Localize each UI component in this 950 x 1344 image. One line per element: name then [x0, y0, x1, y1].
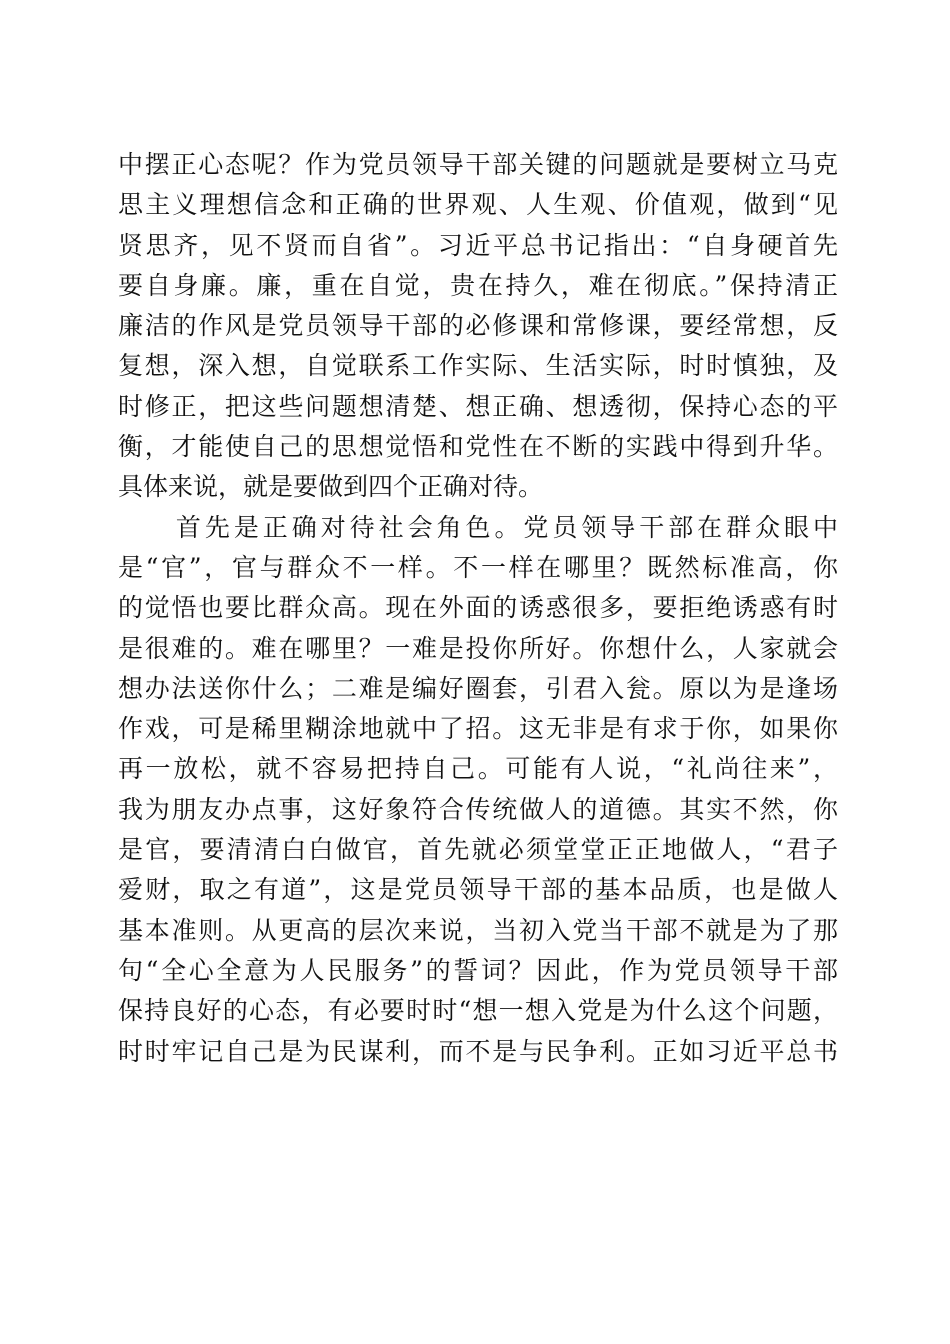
- text-line: 是“官”，官与群众不一样。不一样在哪里？既然标准高，你: [118, 552, 838, 582]
- text-line: 要自身廉。廉，重在自觉，贵在持久，难在彻底。”保持清正: [118, 270, 838, 300]
- text-line: 时修正，把这些问题想清楚、想正确、想透彻，保持心态的平: [118, 391, 838, 421]
- text-line: 时时牢记自己是为民谋利，而不是与民争利。正如习近平总书: [118, 1036, 838, 1066]
- paragraph-2: [118, 508, 838, 1072]
- text-line: 想办法送你什么；二难是编好圈套，引君入瓮。原以为是逢场: [118, 673, 838, 703]
- text-line: 爱财，取之有道”，这是党员领导干部的基本品质，也是做人: [118, 875, 838, 905]
- text-line: 句“全心全意为人民服务”的誓词？因此，作为党员领导干部: [118, 955, 838, 985]
- text-line: 我为朋友办点事，这好象符合传统做人的道德。其实不然，你: [118, 794, 838, 824]
- text-line: 中摆正心态呢？作为党员领导干部关键的问题就是要树立马克: [118, 150, 838, 179]
- text-line: 作戏，可是稀里糊涂地就中了招。这无非是有求于你，如果你: [118, 714, 838, 744]
- text-line: 思主义理想信念和正确的世界观、人生观、价值观，做到“见: [118, 190, 838, 220]
- text-line: 基本准则。从更高的层次来说，当初入党当干部不就是为了那: [118, 915, 838, 945]
- text-line: 贤思齐，见不贤而自省”。习近平总书记指出：“自身硬首先: [118, 230, 838, 260]
- text-line: 的觉悟也要比群众高。现在外面的诱惑很多，要拒绝诱惑有时: [118, 593, 838, 623]
- text-line: 廉洁的作风是党员领导干部的必修课和常修课，要经常想，反: [118, 311, 838, 341]
- text-line: 是官，要清清白白做官，首先就必须堂堂正正地做人，“君子: [118, 835, 838, 865]
- paragraph-1: [118, 145, 838, 508]
- text-line: 首先是正确对待社会角色。党员领导干部在群众眼中: [118, 512, 838, 542]
- text-line: 复想，深入想，自觉联系工作实际、生活实际，时时慎独，及: [118, 351, 838, 381]
- text-line: 是很难的。难在哪里？一难是投你所好。你想什么，人家就会: [118, 633, 838, 663]
- text-line: 保持良好的心态，有必要时时“想一想入党是为什么这个问题，: [118, 996, 838, 1026]
- body-text: [118, 145, 838, 1072]
- text-line: 衡，才能使自己的思想觉悟和党性在不断的实践中得到升华。: [118, 432, 838, 462]
- text-line: 具体来说，就是要做到四个正确对待。: [118, 472, 544, 502]
- text-line: 再一放松，就不容易把持自己。可能有人说，“礼尚往来”，: [118, 754, 838, 784]
